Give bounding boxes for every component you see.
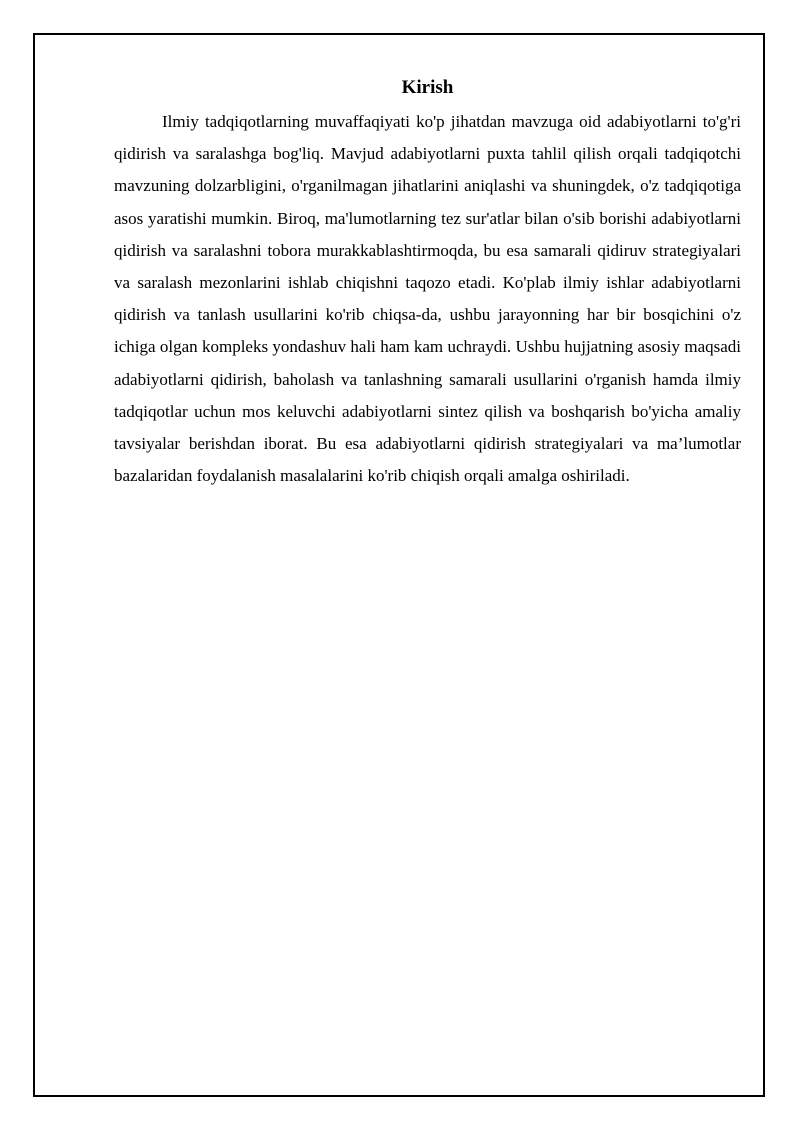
introduction-paragraph: Ilmiy tadqiqotlarning muvaffaqiyati ko'p jihatdan mavzuga oid adabiyotlarni to'g'ri qidirish va saralashga bog'liq. Mavjud adabiyotlarni puxta tahlil qilish orqali tadqiqotchi mavzuning dolzarbligini, o'rganilmagan jihatlarini aniqlashi va shuningdek, o'z tadqiqotiga asos yaratishi mumkin. Biroq, ma'lumotlarning tez sur'atlar bilan o'sib borishi adabiyotlarni qidirish va saralashni tobora murakkablashtirmoqda, bu esa samarali qidiruv strategiyalari va saralash mezonlarini ishlab chiqishni taqozo etadi. Ko'plab ilmiy ishlar adabiyotlarni qidirish va tanlash usullarini ko'rib chiqsa-da, ushbu jarayonning har bir bosqichini o'z ichiga olgan kompleks yondashuv hali ham kam uchraydi. Ushbu hujjatning asosiy maqsadi adabiyotlarni qidirish, baholash va tanlashning samarali usullarini o'rganish hamda ilmiy tadqiqotlar uchun mos keluvchi adabiyotlarni sintez qilish va boshqarish bo'yicha amaliy tavsiyalar berishdan iborat. Bu esa adabiyotlarni qidirish strategiyalari va ma’lumotlar bazalaridan foydalanish masalalarini ko'rib chiqish orqali amalga oshiriladi. — [114, 112, 741, 486]
document-body — [114, 74, 741, 492]
document-title: Kirish — [401, 77, 454, 98]
